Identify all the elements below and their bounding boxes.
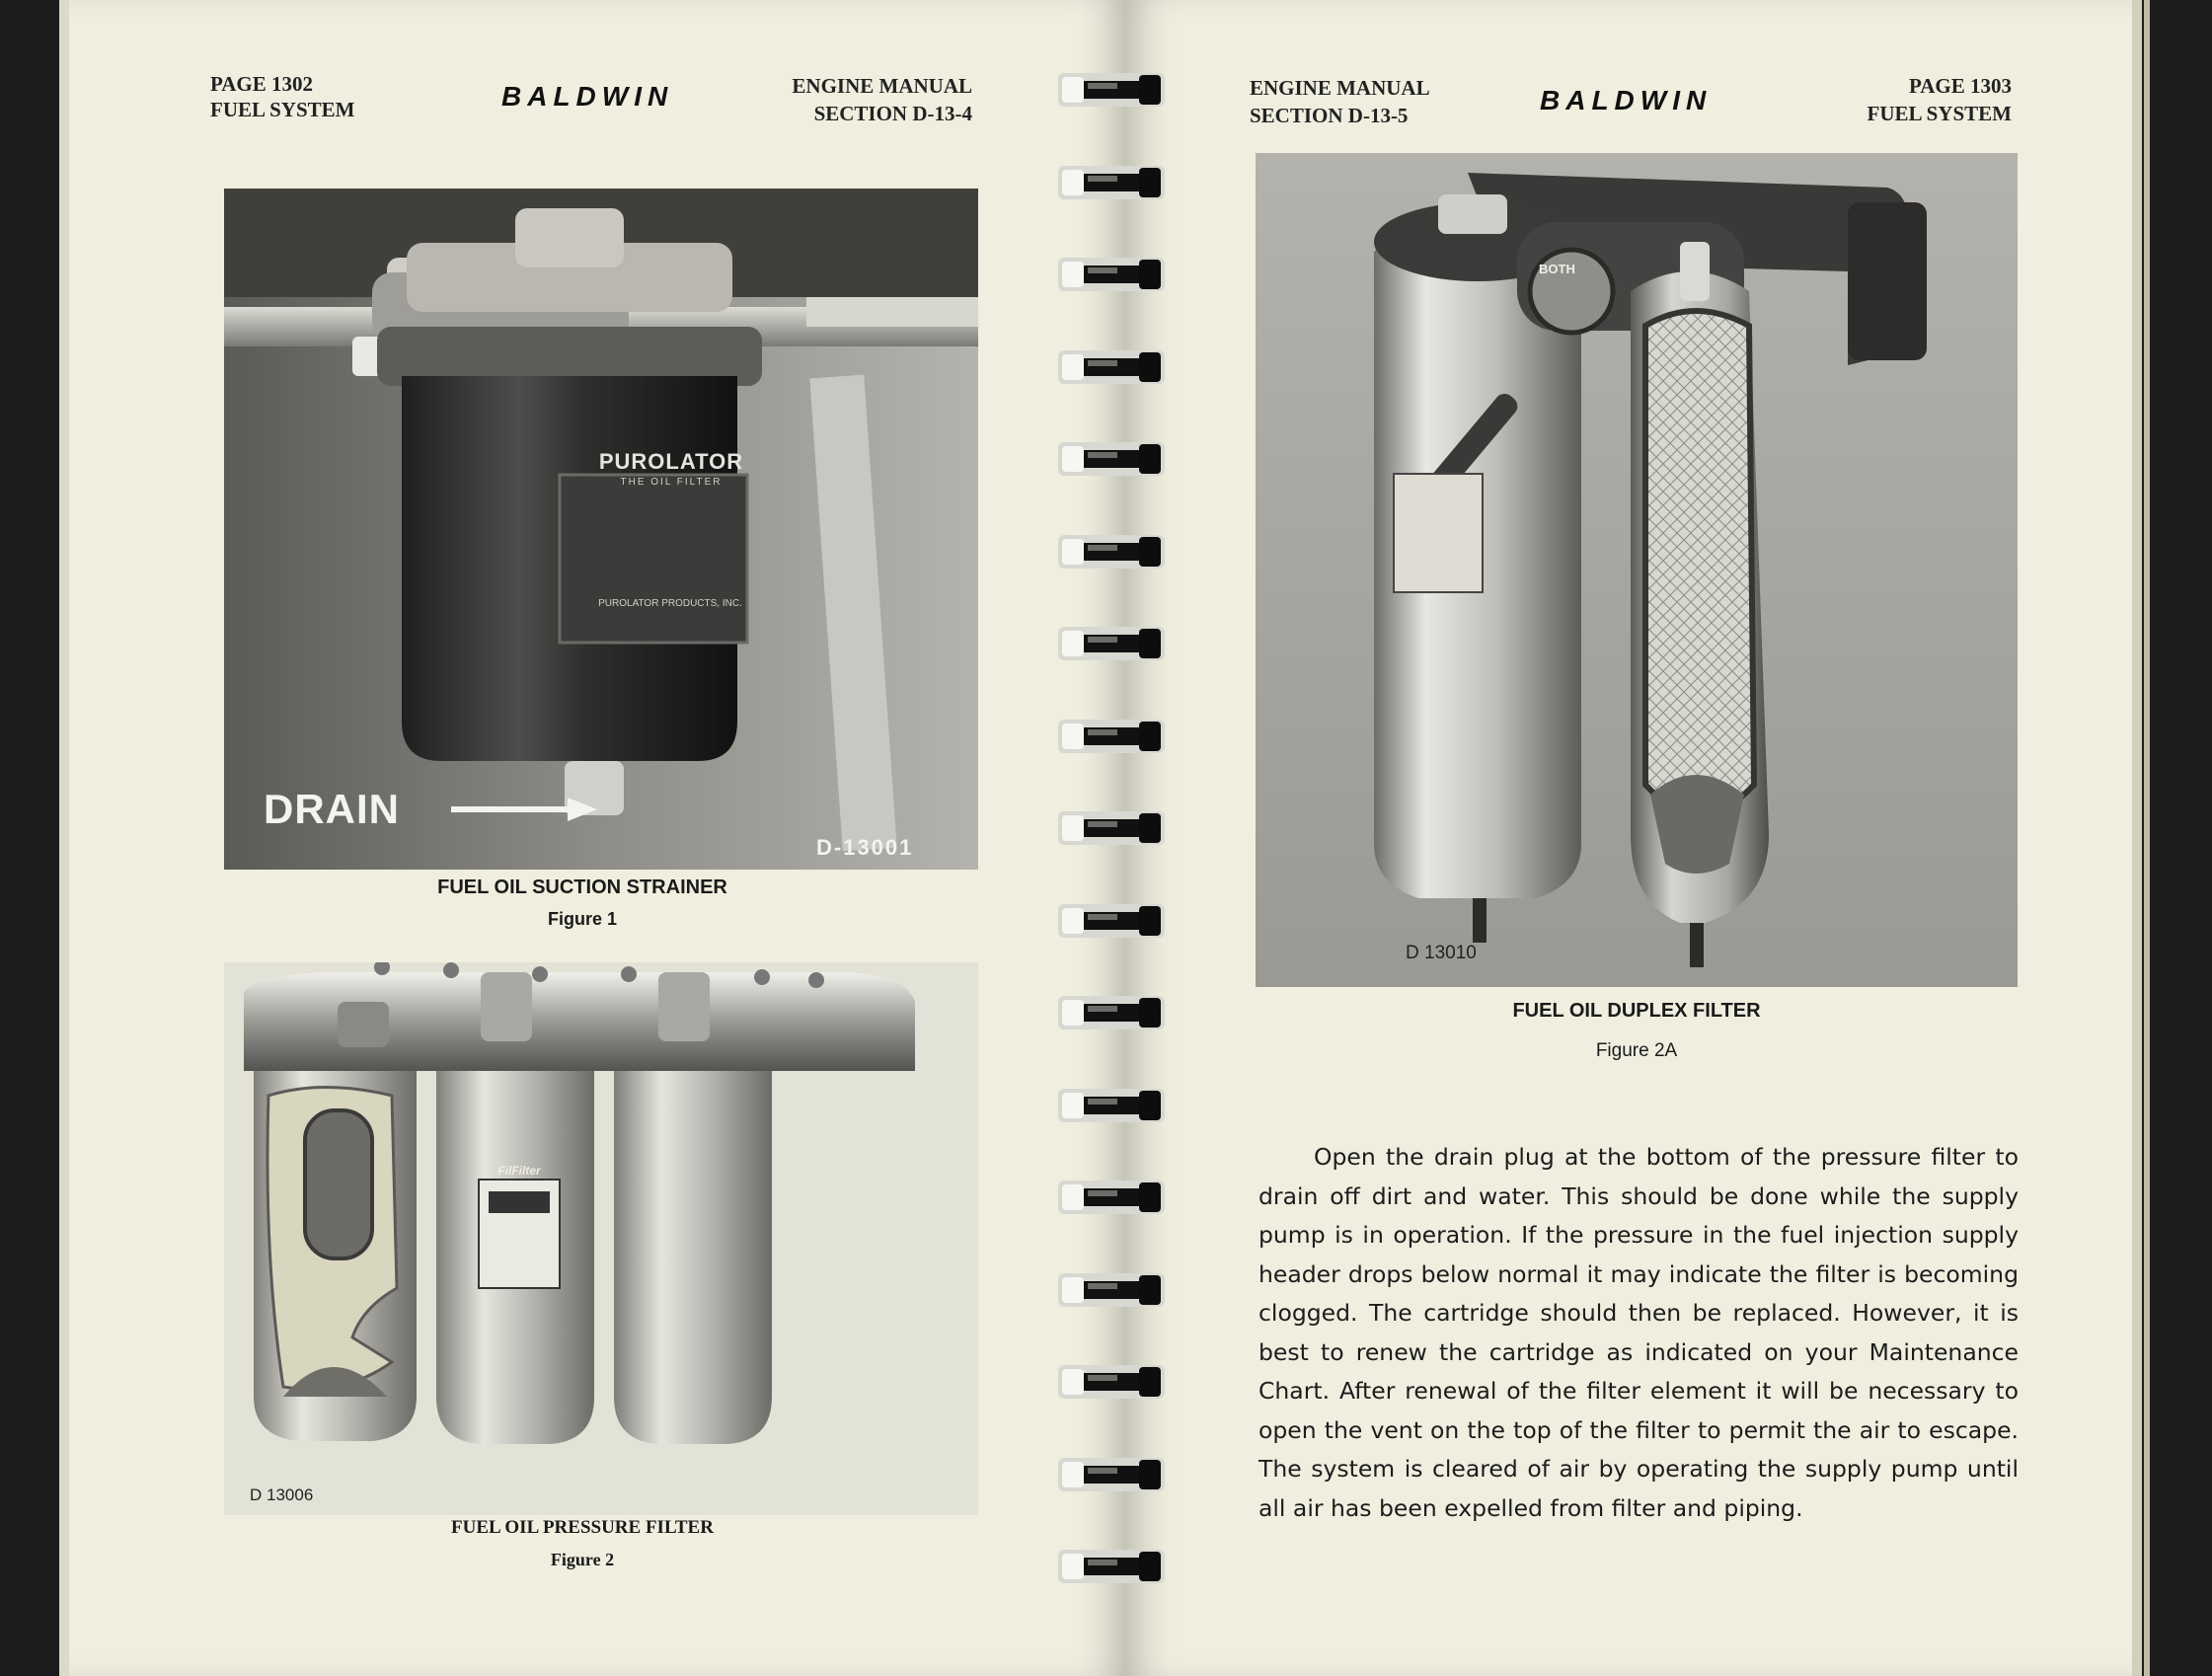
left-manual-title: ENGINE MANUAL <box>792 74 972 98</box>
figure2-photo-id: D 13006 <box>250 1486 314 1504</box>
binding-ring <box>1058 625 1165 662</box>
left-section-name: FUEL SYSTEM <box>210 98 355 121</box>
right-page-number: PAGE 1303 <box>1908 74 2012 98</box>
right-brand: BALDWIN <box>1540 85 1713 115</box>
binding-ring <box>1058 1179 1165 1216</box>
figure2a-photo-id: D 13010 <box>1406 943 1477 963</box>
binding-ring <box>1058 1087 1165 1124</box>
left-brand: BALDWIN <box>501 81 674 112</box>
binding-ring <box>1058 256 1165 293</box>
purolator-plate-line1: PUROLATOR <box>598 449 744 474</box>
binding-ring <box>1058 809 1165 847</box>
right-section-name: FUEL SYSTEM <box>1867 102 2012 125</box>
page-edge-right <box>2132 0 2142 1676</box>
left-page-number: PAGE 1302 <box>210 72 314 96</box>
filfilter-plate: FilFilter <box>497 1164 541 1178</box>
suction-strainer-illustration <box>224 189 978 870</box>
binding-ring <box>1058 1548 1165 1585</box>
maintenance-paragraph: Open the drain plug at the bottom of the pressure filter to drain off dirt and water. This should be done while the supply pump is in operation. If the pressure in the fuel injection supply header drops below normal it may indicate the filter is becoming clogged. The cartridge should then be replaced. However, it is best to renew the cartridge as indicated on your Maintenance Chart. After renewal of the filter element it will be necessary to open the vent on the top of the filter to permit the air to escape. The system is cleared of air by operating the supply pump until all air has been expelled from filter and piping. <box>1259 1143 2019 1522</box>
figure1-photo <box>224 189 978 870</box>
pressure-filter-illustration <box>224 962 978 1515</box>
right-manual-title: ENGINE MANUAL <box>1250 76 1430 100</box>
figure2-label: Figure 2 <box>550 1550 615 1569</box>
drain-arrow-icon <box>451 795 599 824</box>
figure2a-label: Figure 2A <box>1595 1040 1678 1061</box>
binding-ring <box>1058 1271 1165 1309</box>
figure1-label: Figure 1 <box>547 909 617 929</box>
duplex-filter-illustration <box>1256 153 2018 987</box>
drain-label: DRAIN <box>264 786 400 832</box>
binding-ring <box>1058 902 1165 940</box>
page-edge-left <box>59 0 69 1676</box>
binding-ring <box>1058 348 1165 386</box>
page-edge-right-back <box>2144 0 2150 1676</box>
purolator-plate-line2: THE OIL FILTER <box>620 477 723 488</box>
binding-ring <box>1058 164 1165 201</box>
right-section-code: SECTION D-13-5 <box>1250 104 1409 127</box>
figure2a-title: FUEL OIL DUPLEX FILTER <box>1512 1000 1761 1022</box>
figure2-photo <box>224 962 978 1515</box>
binding-ring <box>1058 1363 1165 1401</box>
binding-ring <box>1058 440 1165 478</box>
purolator-plate-line3: PUROLATOR PRODUCTS, INC. <box>598 598 742 609</box>
figure1-title: FUEL OIL SUCTION STRAINER <box>437 876 727 898</box>
binding-ring <box>1058 718 1165 755</box>
binding-ring <box>1058 71 1165 109</box>
binding-ring <box>1058 994 1165 1031</box>
binding-ring <box>1058 533 1165 571</box>
duplex-valve-label: BOTH <box>1539 262 1575 276</box>
figure1-photo-id: D-13001 <box>816 835 914 860</box>
figure2-title: FUEL OIL PRESSURE FILTER <box>451 1517 714 1538</box>
binding-ring <box>1058 1456 1165 1493</box>
figure2a-photo <box>1256 153 2018 987</box>
left-section-code: SECTION D-13-4 <box>813 102 972 125</box>
